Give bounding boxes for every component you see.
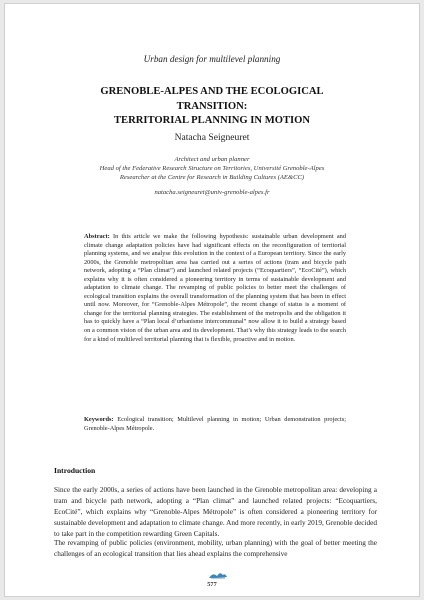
- body-paragraph: The revamping of public policies (environment, mobility, urban planning) with the goal of better meeting the challenges of an ecological transition that lies ahead explains the comprehensive: [54, 539, 377, 558]
- body-paragraph: Since the early 2000s, a series of actions have been launched in the Grenoble metropolitan area: developing a tram and bicycle path network, adopting a “Plan climat” and launched related projects: “Ecoquartiers, EcoCité”, which explains why “Grenoble-Alpes Métropole” is often considered a pioneering territory for sustainable development and adaptation to climate change. And more recently, in early 2019, Grenoble decided to take part in the competition rewarding Green Capitals.: [54, 486, 377, 538]
- title-line: GRENOBLE-ALPES AND THE ECOLOGICAL: [100, 86, 324, 97]
- publisher-logo-icon: [208, 570, 228, 580]
- abstract-block: [84, 233, 346, 344]
- keywords-text: Ecological transition; Multilevel planning in motion; Urban demonstration projects; Grenoble-Alpes Métropole.: [84, 416, 346, 432]
- keywords-block: [84, 416, 346, 433]
- running-header: Urban design for multilevel planning: [143, 54, 281, 64]
- affiliation-line: Head of the Federative Research Structure on Territories, Université Grenoble-Alpes: [99, 164, 325, 172]
- page-number: 577: [207, 581, 217, 588]
- affiliation-line: Architect and urban planner: [174, 156, 250, 163]
- affiliation-line: Researcher at the Centre for Research in Building Cultures (AE&CC): [119, 173, 305, 181]
- title-line: TRANSITION:: [176, 100, 248, 112]
- section-heading: Introduction: [54, 466, 96, 475]
- title-line: TERRITORIAL PLANNING IN MOTION: [113, 115, 311, 126]
- author-name: Natacha Seigneuret: [174, 132, 250, 143]
- abstract-text: In this article we make the following hypothesis: sustainable urban development and climate change adaptation policies have had significant effects on the reconfiguration of territorial planning systems, and we analyse this evolution in the context of a European territory. Since the early 2000s, the Grenoble metropolitan area has carried out a series of actions (tram and bicycle path network, adopting a “Plan climat”) and launched related projects (“Ecoquartiers”, “EcoCité”), which explains why it is often considered a pioneering territory in terms of sustainable development and adaptation to climate change. The revamping of public policies to better meet the challenges of ecological transition explains the overall transformation of the planning system that has been in effect until now. Moreover, for “Grenoble-Alpes Métropole”, the recent change of status is a moment of change for the territorial planning strategies. The establishment of the metropolis and the obligation it has to quickly have a “Plan local d’urbanisme intercommunal” now allow it to build a strategy based on a common vision of the urban area and its development. That’s why this strategy leads to the search for a kind of multilevel territorial planning that is flexible, proactive and in motion.: [84, 233, 346, 343]
- paper-page: [4, 3, 420, 597]
- author-email: natacha.seigneuret@univ-grenoble-alpes.fr: [154, 189, 270, 196]
- keywords-label: Keywords:: [84, 416, 114, 423]
- author-affiliation: [5, 156, 419, 182]
- abstract-label: Abstract:: [84, 233, 110, 240]
- paper-title: [5, 85, 419, 129]
